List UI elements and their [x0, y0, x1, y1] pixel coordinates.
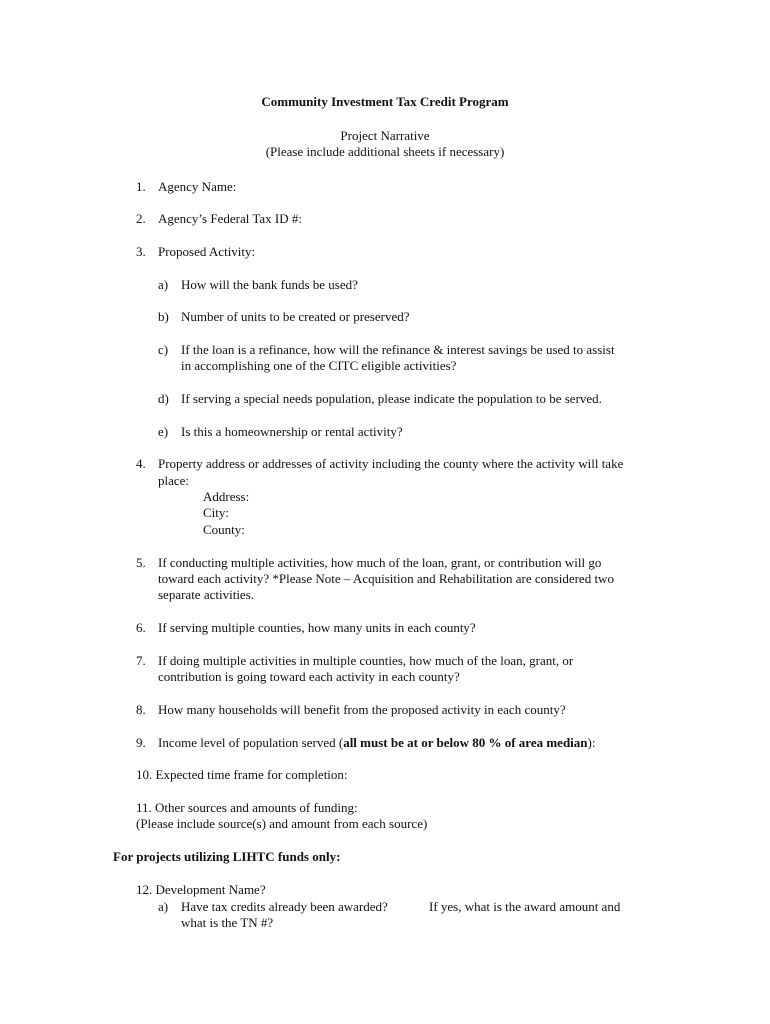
sub-item-e-letter: e)	[158, 424, 169, 439]
item-6-text: If serving multiple counties, how many units in each county?	[158, 620, 476, 635]
item-4-text-line-2: place:	[158, 473, 190, 488]
item-8-number: 8.	[136, 702, 146, 717]
item-3-text: Proposed Activity:	[158, 244, 256, 259]
document-note: (Please include additional sheets if necessary)	[265, 144, 505, 159]
address-field-label: Address:	[203, 489, 250, 504]
sub-item-c-text-line-1: If the loan is a refinance, how will the refinance & interest savings be used to assist	[181, 342, 615, 357]
item-12a-letter: a)	[158, 899, 169, 914]
lihtc-section-heading: For projects utilizing LIHTC funds only:	[113, 849, 341, 864]
item-10-text: 10. Expected time frame for completion:	[136, 767, 348, 782]
item-6-number: 6.	[136, 620, 146, 635]
sub-item-d-text: If serving a special needs population, please indicate the population to be served.	[181, 391, 602, 406]
item-12-text: 12. Development Name?	[136, 882, 266, 897]
item-7-number: 7.	[136, 653, 146, 668]
item-12a-question-2-cont: what is the TN #?	[181, 915, 274, 930]
item-2-text: Agency’s Federal Tax ID #:	[158, 211, 302, 226]
item-5-number: 5.	[136, 555, 146, 570]
sub-item-a-letter: a)	[158, 277, 169, 292]
item-5-text-line-2: toward each activity? *Please Note – Acquisition and Rehabilitation are considered two	[158, 571, 614, 586]
item-4-number: 4.	[136, 456, 146, 471]
item-1-number: 1.	[136, 179, 146, 194]
document-title: Community Investment Tax Credit Program	[261, 94, 509, 109]
item-1-text: Agency Name:	[158, 179, 237, 194]
sub-item-a-text: How will the bank funds be used?	[181, 277, 358, 292]
item-4-text-line-1: Property address or addresses of activity including the county where the activity will take	[158, 456, 624, 471]
sub-item-e-text: Is this a homeownership or rental activity?	[181, 424, 403, 439]
sub-item-b-letter: b)	[158, 309, 169, 324]
item-9-number: 9.	[136, 735, 146, 750]
item-8-text: How many households will benefit from the proposed activity in each county?	[158, 702, 566, 717]
sub-item-c-letter: c)	[158, 342, 169, 357]
item-12a-question-2: If yes, what is the award amount and	[429, 899, 621, 914]
item-9-suffix: ):	[587, 735, 596, 750]
item-9-prefix: Income level of population served (	[158, 735, 344, 750]
item-5-text-line-3: separate activities.	[158, 587, 255, 602]
item-11-text: 11. Other sources and amounts of funding:	[136, 800, 358, 815]
item-5-text-line-1: If conducting multiple activities, how much of the loan, grant, or contribution will go	[158, 555, 602, 570]
sub-item-d-letter: d)	[158, 391, 169, 406]
item-7-text-line-2: contribution is going toward each activity in each county?	[158, 669, 460, 684]
sub-item-b-text: Number of units to be created or preserved?	[181, 309, 410, 324]
city-field-label: City:	[203, 505, 230, 520]
item-3-number: 3.	[136, 244, 146, 259]
item-12a-question-1: Have tax credits already been awarded?	[181, 899, 388, 914]
document-subtitle: Project Narrative	[340, 128, 430, 143]
item-2-number: 2.	[136, 211, 146, 226]
county-field-label: County:	[203, 522, 245, 537]
item-7-text-line-1: If doing multiple activities in multiple counties, how much of the loan, grant, or	[158, 653, 574, 668]
item-11-note: (Please include source(s) and amount from each source)	[136, 816, 428, 831]
sub-item-c-text-line-2: in accomplishing one of the CITC eligible activities?	[181, 358, 457, 373]
item-9-emphasis: all must be at or below 80 % of area median	[343, 735, 588, 750]
item-9-text	[158, 735, 595, 752]
